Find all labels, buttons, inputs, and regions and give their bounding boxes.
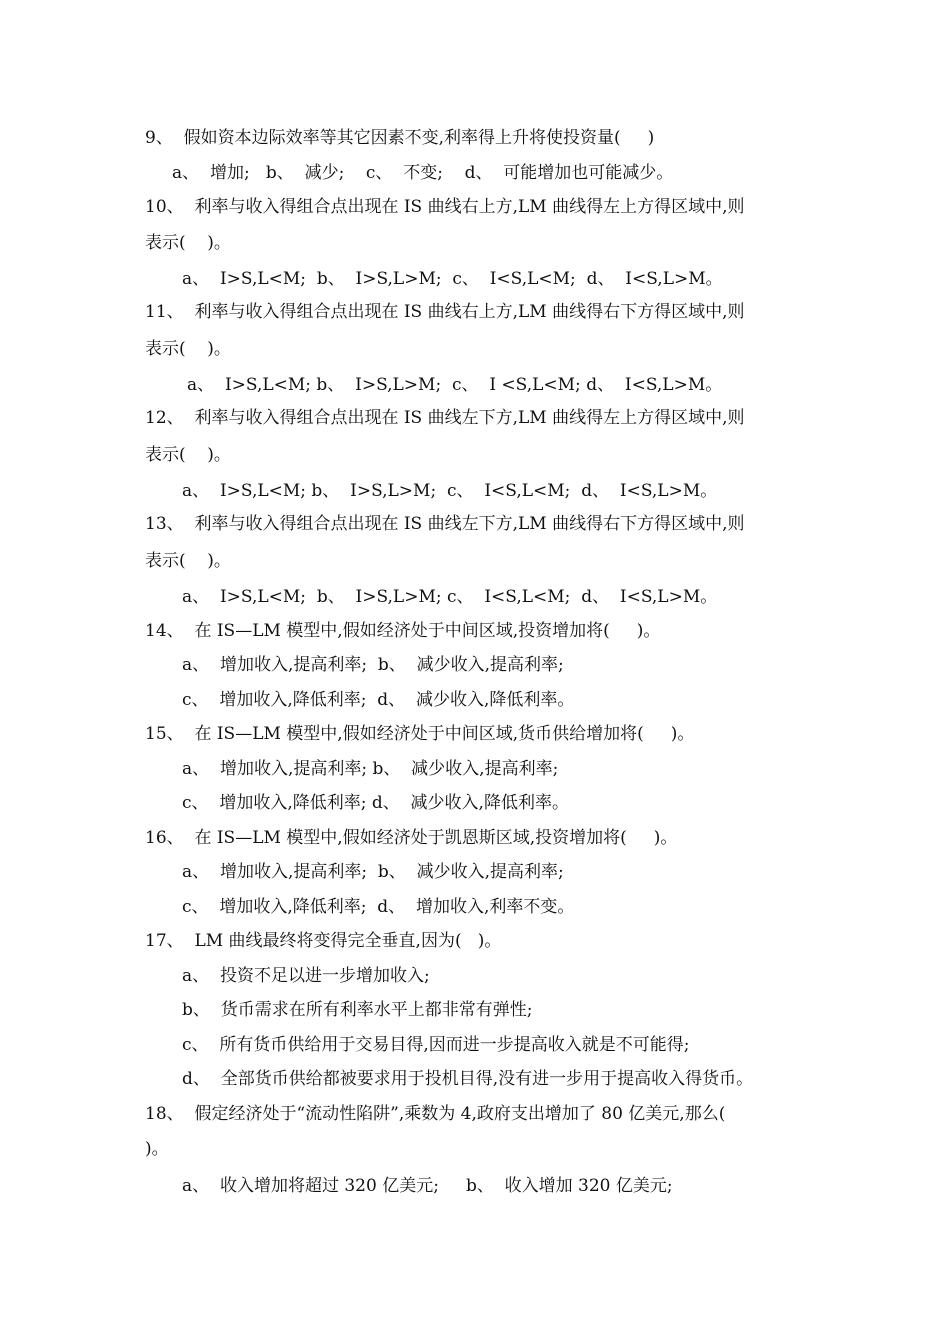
question-17-option-a: a、 投资不足以进一步增加收入; bbox=[182, 966, 430, 986]
question-15: 15、 在 IS—LM 模型中,假如经济处于中间区域,货币供给增加将( )。 bbox=[145, 724, 695, 744]
question-12-cont: 表示( )。 bbox=[145, 445, 231, 465]
question-13-cont: 表示( )。 bbox=[145, 551, 231, 571]
question-14-options-ab: a、 增加收入,提高利率; b、 减少收入,提高利率; bbox=[182, 655, 564, 675]
question-10-options: a、 I>S,L<M; b、 I>S,L>M; c、 I<S,L<M; d、 I<S,L>M。 bbox=[182, 269, 723, 289]
question-10: 10、 利率与收入得组合点出现在 IS 曲线右上方,LM 曲线得左上方得区域中,则 bbox=[145, 197, 745, 217]
question-13-options: a、 I>S,L<M; b、 I>S,L>M; c、 I<S,L<M; d、 I<S,L>M。 bbox=[182, 587, 718, 607]
question-16-options-ab: a、 增加收入,提高利率; b、 减少收入,提高利率; bbox=[182, 862, 564, 882]
question-9-options: a、 增加; b、 减少; c、 不变; d、 可能增加也可能减少。 bbox=[172, 163, 674, 183]
question-14: 14、 在 IS—LM 模型中,假如经济处于中间区域,投资增加将( )。 bbox=[145, 621, 661, 641]
question-16-options-cd: c、 增加收入,降低利率; d、 增加收入,利率不变。 bbox=[182, 897, 575, 917]
question-15-options-cd: c、 增加收入,降低利率; d、 减少收入,降低利率。 bbox=[182, 793, 569, 813]
question-18: 18、 假定经济处于“流动性陷阱”,乘数为 4,政府支出增加了 80 亿美元,那么( bbox=[145, 1104, 726, 1124]
question-17-option-c: c、 所有货币供给用于交易目得,因而进一步提高收入就是不可能得; bbox=[182, 1035, 690, 1055]
question-12: 12、 利率与收入得组合点出现在 IS 曲线左下方,LM 曲线得左上方得区域中,则 bbox=[145, 408, 745, 428]
question-11: 11、 利率与收入得组合点出现在 IS 曲线右上方,LM 曲线得右下方得区域中,则 bbox=[145, 302, 745, 322]
question-17: 17、 LM 曲线最终将变得完全垂直,因为( )。 bbox=[145, 931, 502, 951]
question-17-option-b: b、 货币需求在所有利率水平上都非常有弹性; bbox=[182, 1000, 533, 1020]
question-18-options-ab: a、 收入增加将超过 320 亿美元; b、 收入增加 320 亿美元; bbox=[182, 1176, 673, 1196]
question-11-options: a、 I>S,L<M; b、 I>S,L>M; c、 I <S,L<M; d、 I<S,L>M。 bbox=[187, 375, 723, 395]
question-15-options-ab: a、 增加收入,提高利率; b、 减少收入,提高利率; bbox=[182, 759, 559, 779]
question-17-option-d: d、 全部货币供给都被要求用于投机目得,没有进一步用于提高收入得货币。 bbox=[182, 1069, 754, 1089]
question-13: 13、 利率与收入得组合点出现在 IS 曲线左下方,LM 曲线得右下方得区域中,则 bbox=[145, 514, 745, 534]
question-12-options: a、 I>S,L<M; b、 I>S,L>M; c、 I<S,L<M; d、 I<S,L>M。 bbox=[182, 481, 718, 501]
question-16: 16、 在 IS—LM 模型中,假如经济处于凯恩斯区域,投资增加将( )。 bbox=[145, 828, 678, 848]
question-14-options-cd: c、 增加收入,降低利率; d、 减少收入,降低利率。 bbox=[182, 690, 575, 710]
question-11-cont: 表示( )。 bbox=[145, 339, 231, 359]
question-10-cont: 表示( )。 bbox=[145, 233, 231, 253]
question-18-cont: )。 bbox=[145, 1139, 169, 1159]
question-9: 9、 假如资本边际效率等其它因素不变,利率得上升将使投资量( ) bbox=[145, 128, 655, 148]
